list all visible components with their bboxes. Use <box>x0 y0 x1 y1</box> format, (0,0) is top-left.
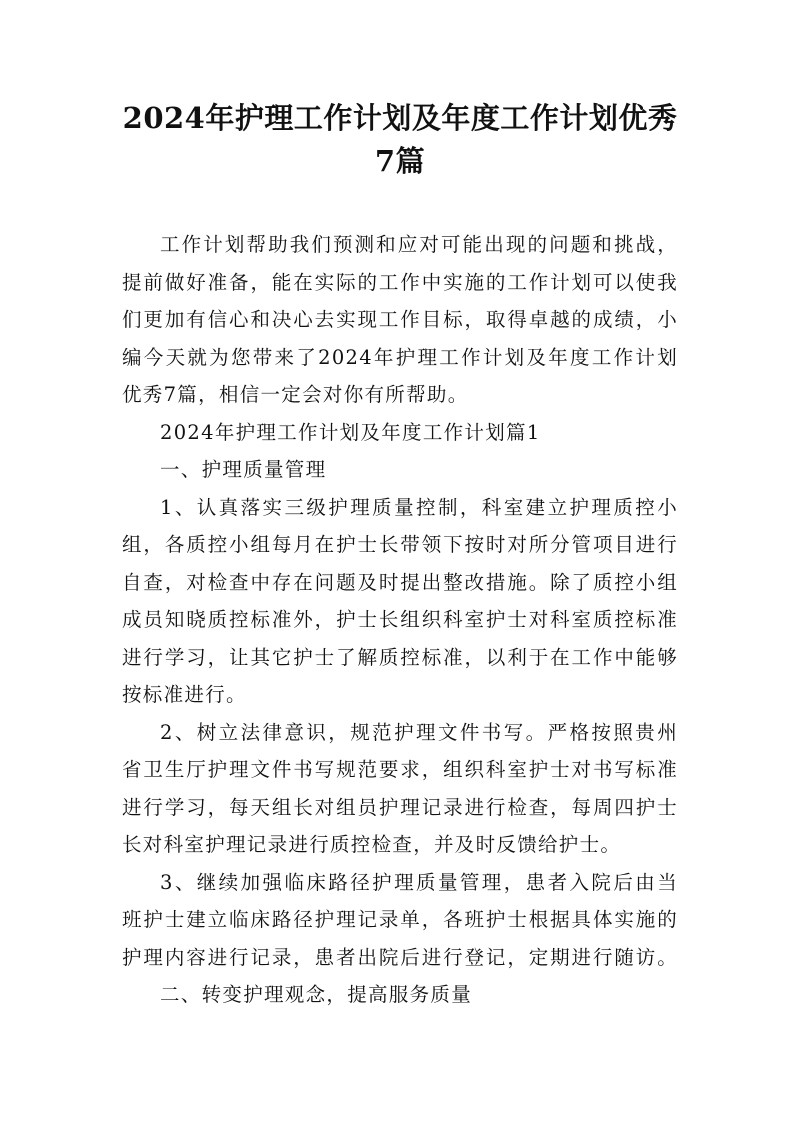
paragraph-line: 优秀7篇，相信一定会对你有所帮助。 <box>122 383 469 406</box>
subsection-heading: 二、转变护理观念，提高服务质量 <box>160 983 473 1006</box>
paragraph-line: 成员知晓质控标准外，护士长组织科室护士对科室质控标准 <box>122 608 678 631</box>
paragraph-line: 1、认真落实三级护理质量控制，科室建立护理质控小 <box>160 496 678 519</box>
paragraph-line: 班护士建立临床路径护理记录单，各班护士根据具体实施的 <box>122 908 678 931</box>
document-title-line-2: 7篇 <box>374 144 426 178</box>
paragraph-line: 省卫生厅护理文件书写规范要求，组织科室护士对书写标准 <box>122 758 678 781</box>
paragraph-line: 们更加有信心和决心去实现工作目标，取得卓越的成绩，小 <box>122 308 678 331</box>
paragraph-line: 长对科室护理记录进行质控检查，并及时反馈给护士。 <box>122 833 622 856</box>
paragraph-line: 进行学习，每天组长对组员护理记录进行检查，每周四护士 <box>122 796 678 819</box>
paragraph-line: 工作计划帮助我们预测和应对可能出现的问题和挑战， <box>160 233 678 256</box>
subsection-heading: 一、护理质量管理 <box>160 458 327 481</box>
paragraph-line: 按标准进行。 <box>122 683 247 706</box>
paragraph-line: 提前做好准备，能在实际的工作中实施的工作计划可以使我 <box>122 271 678 294</box>
paragraph-line: 进行学习，让其它护士了解质控标准，以利于在工作中能够 <box>122 646 678 669</box>
section-heading: 2024年护理工作计划及年度工作计划篇1 <box>160 421 541 444</box>
paragraph-line: 2、树立法律意识，规范护理文件书写。严格按照贵州 <box>160 721 678 744</box>
paragraph-line: 护理内容进行记录，患者出院后进行登记，定期进行随访。 <box>122 946 678 969</box>
paragraph-line: 组，各质控小组每月在护士长带领下按时对所分管项目进行 <box>122 533 678 556</box>
paragraph-line: 3、继续加强临床路径护理质量管理，患者入院后由当 <box>160 871 678 894</box>
paragraph-line: 编今天就为您带来了2024年护理工作计划及年度工作计划 <box>122 346 678 369</box>
document-title-line-1: 2024年护理工作计划及年度工作计划优秀 <box>122 101 678 135</box>
paragraph-line: 自查，对检查中存在问题及时提出整改措施。除了质控小组 <box>122 571 678 594</box>
